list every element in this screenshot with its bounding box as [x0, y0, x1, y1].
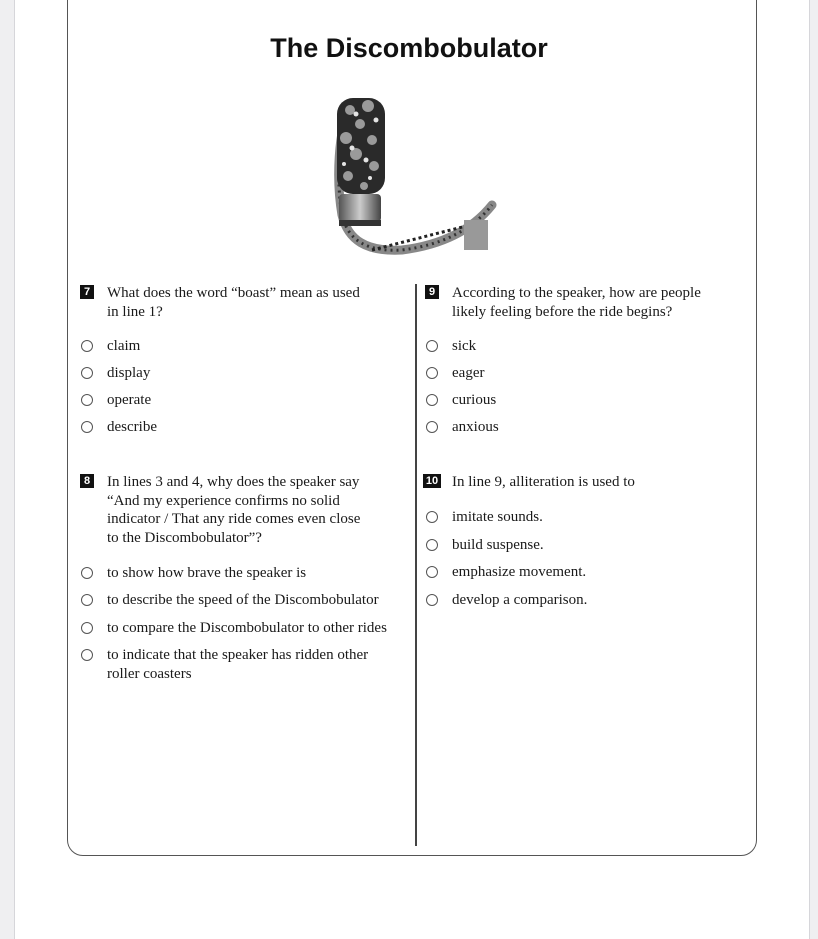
question-text: In line 9, alliteration is used to — [452, 474, 635, 490]
question-text: According to the speaker, how are people likely feeling before the ride begins? — [452, 285, 701, 320]
column-divider — [415, 284, 417, 846]
option-label: to show how brave the speaker is — [107, 565, 307, 581]
radio-button[interactable] — [81, 622, 93, 634]
option-label: sick — [452, 338, 477, 354]
option-label: to compare the Discombobulator to other rides — [107, 620, 387, 636]
option-label: build suspense. — [452, 537, 544, 553]
question-number: 7 — [80, 285, 94, 299]
radio-button[interactable] — [81, 567, 93, 579]
option-label: display — [107, 365, 151, 381]
radio-button[interactable] — [81, 421, 93, 433]
radio-button[interactable] — [426, 511, 438, 523]
radio-button[interactable] — [426, 367, 438, 379]
roller-coaster-image — [332, 90, 497, 258]
radio-button[interactable] — [81, 394, 93, 406]
question-text: What does the word “boast” mean as used in line 1? — [107, 285, 360, 320]
option-label: describe — [107, 419, 157, 435]
question-number: 10 — [423, 474, 441, 488]
page-title: The Discombobulator — [270, 33, 548, 63]
question-number: 9 — [425, 285, 439, 299]
radio-button[interactable] — [426, 539, 438, 551]
radio-button[interactable] — [81, 649, 93, 661]
radio-button[interactable] — [81, 594, 93, 606]
radio-button[interactable] — [426, 421, 438, 433]
option-label: operate — [107, 392, 152, 408]
question-number: 8 — [80, 474, 94, 488]
option-label: curious — [452, 392, 497, 408]
radio-button[interactable] — [426, 340, 438, 352]
radio-button[interactable] — [426, 566, 438, 578]
option-label: to indicate that the speaker has ridden other roller coasters — [107, 647, 369, 682]
radio-button[interactable] — [426, 394, 438, 406]
radio-button[interactable] — [426, 594, 438, 606]
option-label: imitate sounds. — [452, 509, 543, 525]
option-label: anxious — [452, 419, 499, 435]
right-gutter — [809, 0, 818, 939]
option-label: claim — [107, 338, 141, 354]
option-label: to describe the speed of the Discombobulator — [107, 592, 379, 608]
radio-button[interactable] — [81, 340, 93, 352]
question-text: In lines 3 and 4, why does the speaker say “And my experience confirms no solid indicator / That any ride comes even close to the Discombobulator”? — [107, 474, 361, 546]
option-label: eager — [452, 365, 485, 381]
left-gutter — [0, 0, 15, 939]
option-label: emphasize movement. — [452, 564, 587, 580]
option-label: develop a comparison. — [452, 592, 588, 608]
radio-button[interactable] — [81, 367, 93, 379]
